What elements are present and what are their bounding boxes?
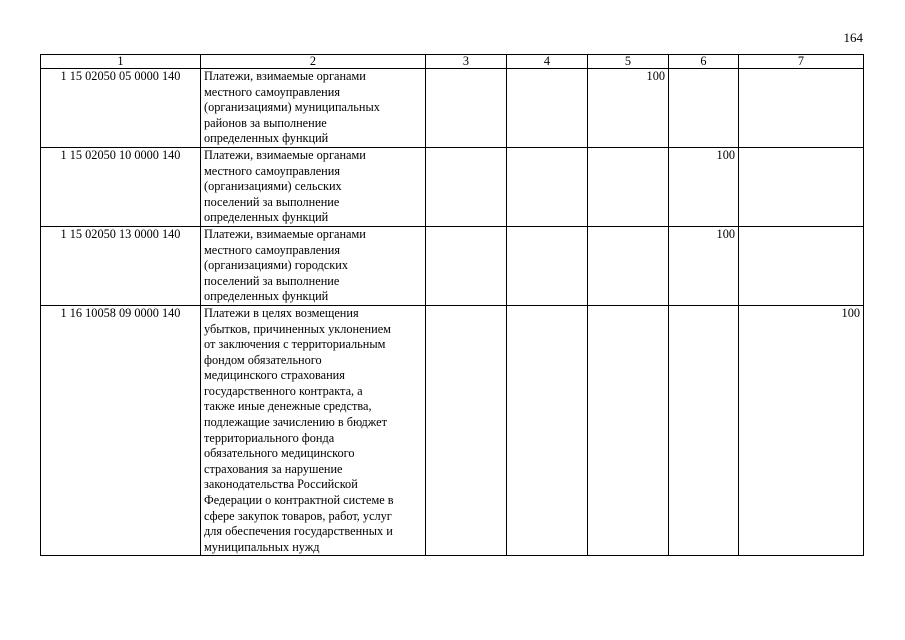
- header-row: [41, 55, 864, 69]
- column-7-value: [739, 147, 864, 226]
- column-3-value: [426, 147, 507, 226]
- column-6-value: 100: [669, 226, 739, 305]
- column-header-2: 2: [201, 55, 426, 69]
- income-name-cell: Платежи в целях возмещения убытков, причиненных уклонением от заключения с территориальным фондом обязательного медицинского страхования государственного контракта, а также иные денежные средства, подлежащие зачислению в бюджет территориального фонда обязательного медицинского страхования за нарушение законодательства Российской Федерации о контрактной системе в сфере закупок товаров, работ, услуг для обеспечения государственных и муниципальных нужд: [201, 305, 426, 556]
- column-7-value: [739, 69, 864, 148]
- budget-code-cell: 1 16 10058 09 0000 140: [41, 305, 201, 556]
- budget-code-cell: 1 15 02050 10 0000 140: [41, 147, 201, 226]
- column-7-value: [739, 226, 864, 305]
- income-name-cell: Платежи, взимаемые органами местного самоуправления (организациями) городских поселений за выполнение определенных функций: [201, 226, 426, 305]
- column-4-value: [507, 305, 588, 556]
- column-header-3: 3: [426, 55, 507, 69]
- revenue-classification-table: [40, 54, 864, 556]
- table-row: [41, 69, 864, 148]
- column-3-value: [426, 226, 507, 305]
- column-5-value: [588, 226, 669, 305]
- column-header-5: 5: [588, 55, 669, 69]
- table-row: [41, 226, 864, 305]
- column-5-value: 100: [588, 69, 669, 148]
- column-header-6: 6: [669, 55, 739, 69]
- page-number: 164: [843, 30, 863, 45]
- column-3-value: [426, 69, 507, 148]
- column-5-value: [588, 305, 669, 556]
- column-6-value: [669, 305, 739, 556]
- budget-code-cell: 1 15 02050 05 0000 140: [41, 69, 201, 148]
- column-6-value: [669, 69, 739, 148]
- column-7-value: 100: [739, 305, 864, 556]
- column-6-value: 100: [669, 147, 739, 226]
- column-3-value: [426, 305, 507, 556]
- table-row: [41, 147, 864, 226]
- column-5-value: [588, 147, 669, 226]
- column-header-1: 1: [41, 55, 201, 69]
- column-4-value: [507, 69, 588, 148]
- income-name-cell: Платежи, взимаемые органами местного самоуправления (организациями) сельских поселений за выполнение определенных функций: [201, 147, 426, 226]
- column-header-7: 7: [739, 55, 864, 69]
- column-4-value: [507, 147, 588, 226]
- column-4-value: [507, 226, 588, 305]
- column-header-4: 4: [507, 55, 588, 69]
- budget-code-cell: 1 15 02050 13 0000 140: [41, 226, 201, 305]
- table-row: [41, 305, 864, 556]
- income-name-cell: Платежи, взимаемые органами местного самоуправления (организациями) муниципальных районов за выполнение определенных функций: [201, 69, 426, 148]
